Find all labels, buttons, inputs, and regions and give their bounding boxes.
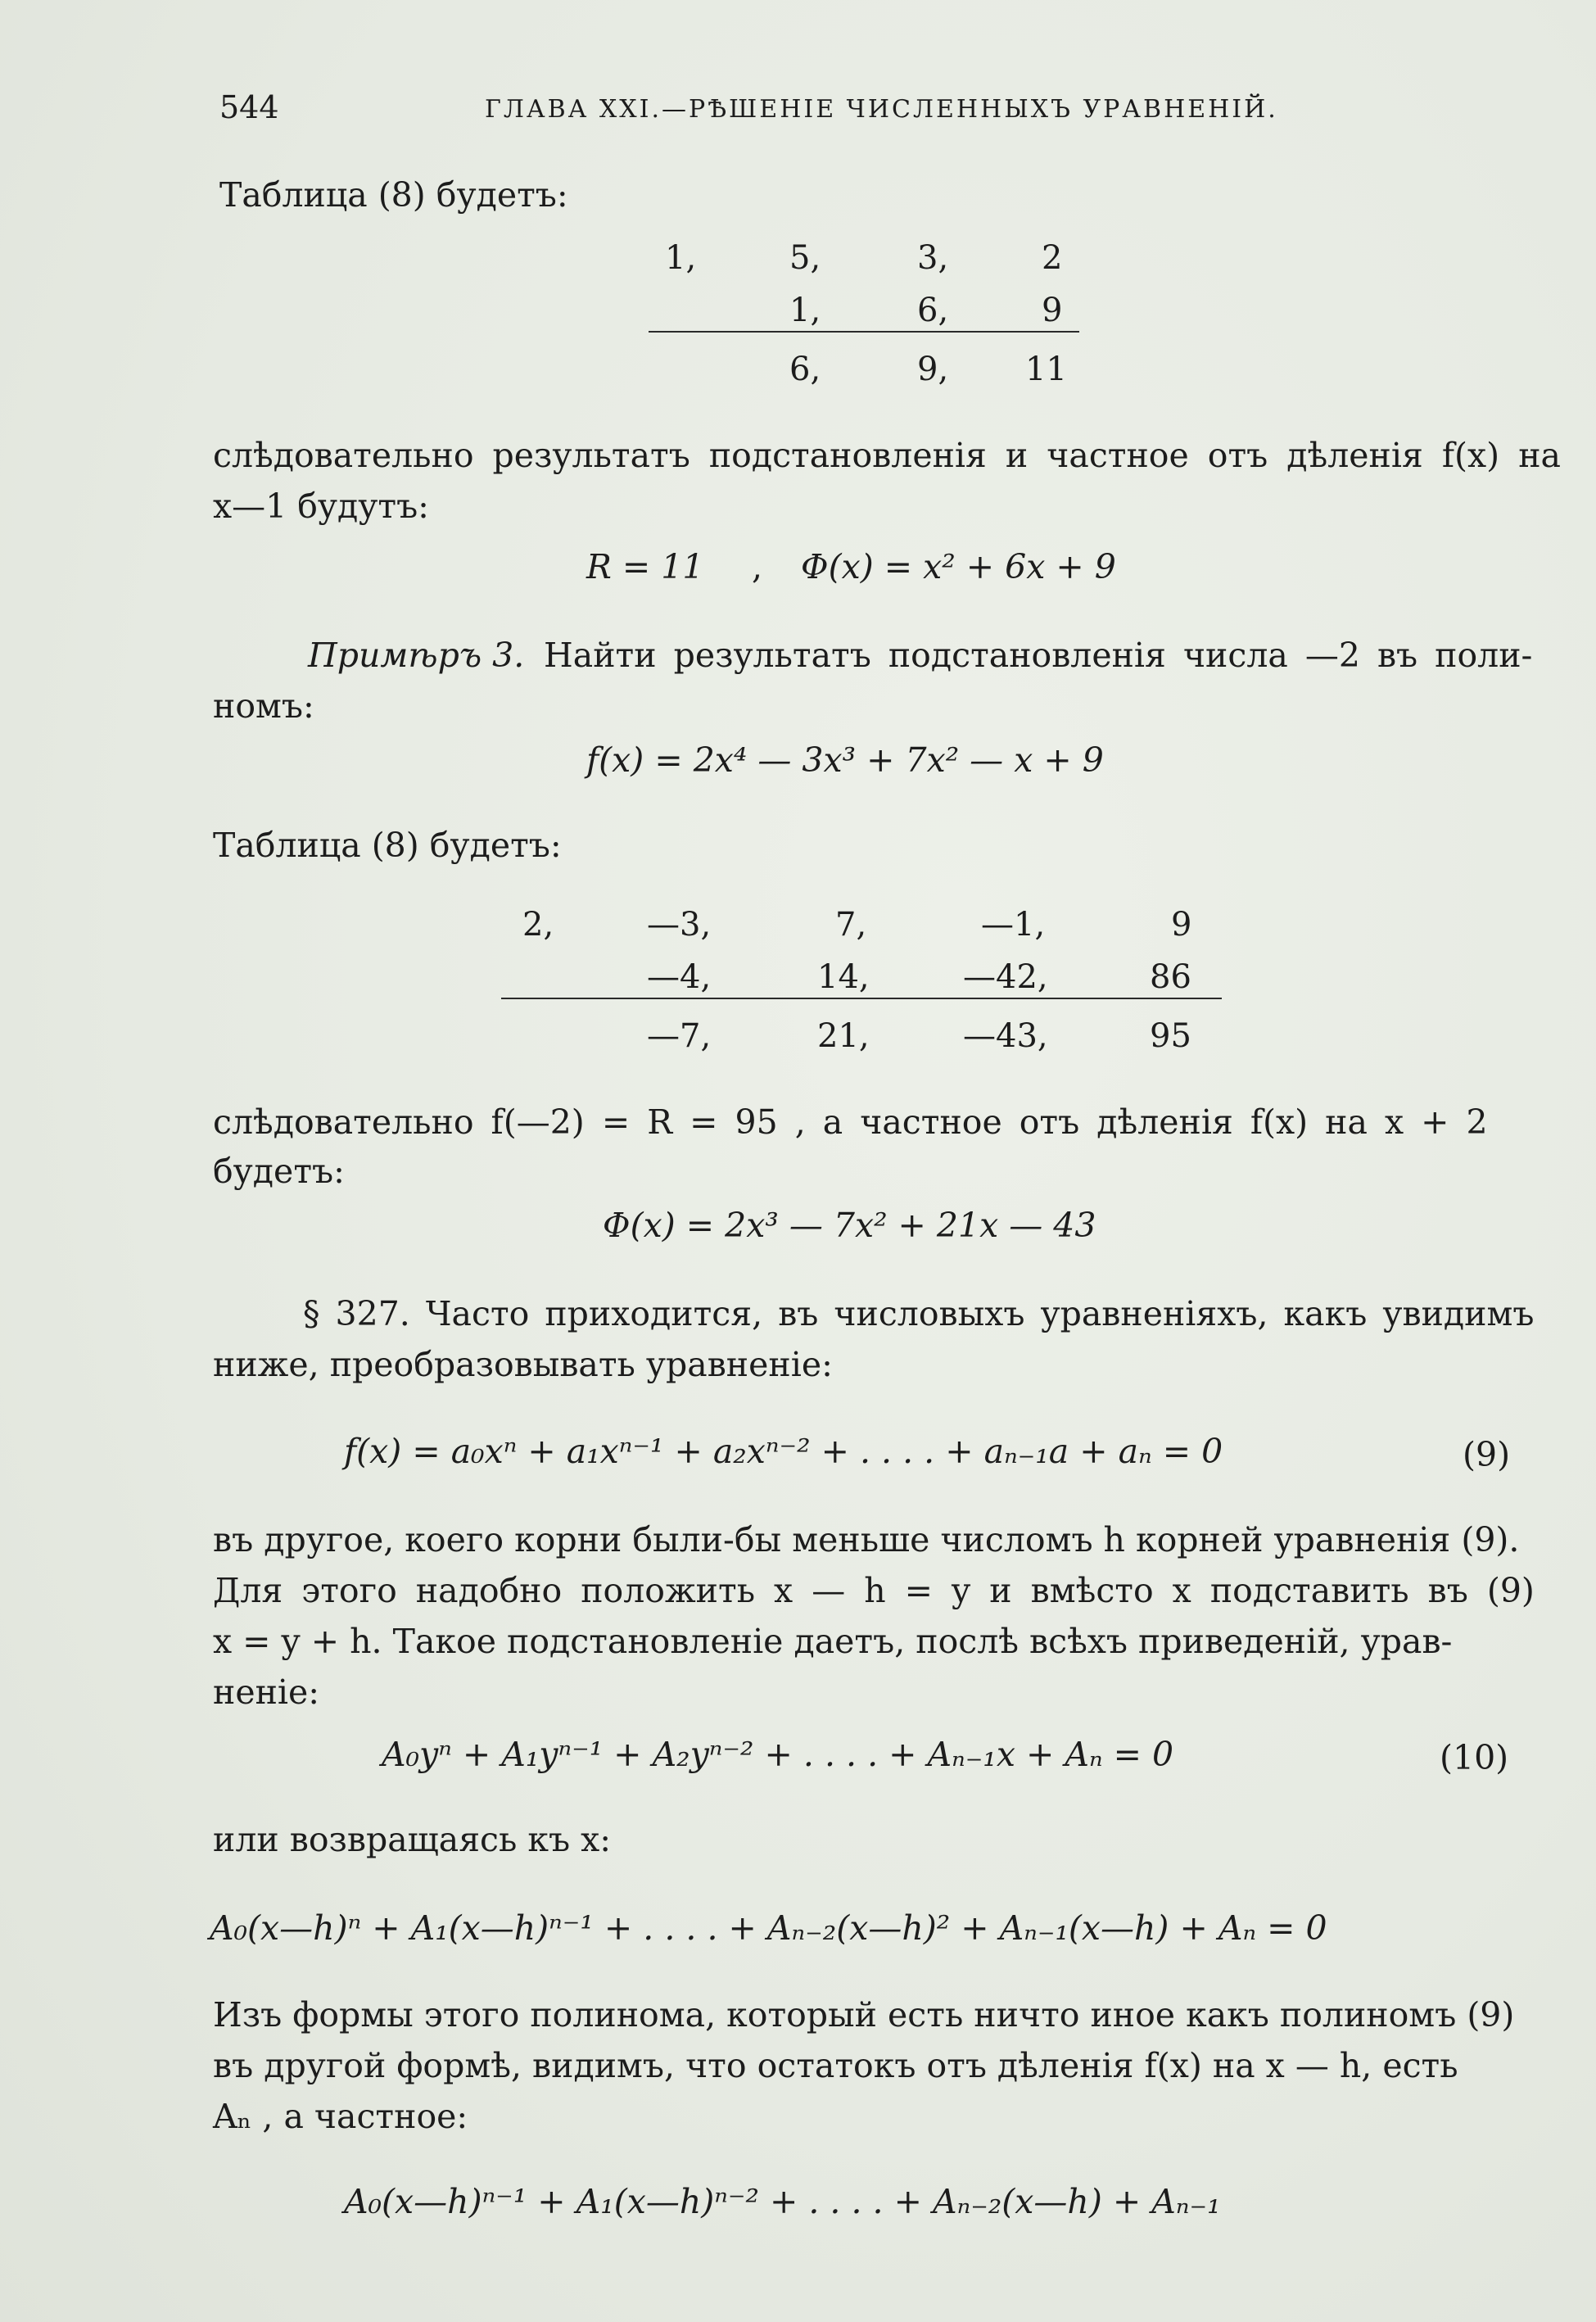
example-label: Примѣръ 3. xyxy=(308,636,525,675)
section-heading-line: § 327. Часто приходится, въ числовыхъ уравненіяхъ, какъ увидимъ xyxy=(303,1294,1535,1333)
table2-r2-c5: 86 xyxy=(1150,958,1191,996)
table2-r3-c5: 95 xyxy=(1150,1017,1191,1055)
paragraph-line: слѣдовательно результатъ подстановленія и частное отъ дѣленія f(x) на xyxy=(213,436,1561,475)
table2-rule xyxy=(501,998,1222,999)
table2-r2-c2: —4, xyxy=(647,958,712,996)
table1-r1-c4: 2 xyxy=(1042,239,1063,277)
table2-r3-c4: —43, xyxy=(963,1017,1048,1055)
equation-10: A₀yⁿ + A₁yⁿ⁻¹ + A₂yⁿ⁻² + . . . . + Aₙ₋₁x + Aₙ = 0 xyxy=(382,1735,1174,1774)
table-intro-2: Таблица (8) будетъ: xyxy=(213,826,562,865)
table2-r2-c3: 14, xyxy=(817,958,870,996)
paragraph-line: Найти результатъ подстановленія числа —2 въ поли- xyxy=(544,636,1533,675)
table2-r2-c4: —42, xyxy=(963,958,1048,996)
paragraph-line: слѣдовательно f(—2) = R = 95 , а частное отъ дѣленія f(x) на x + 2 xyxy=(213,1102,1488,1142)
result-remainder: R = 11 xyxy=(586,547,704,586)
quotient-formula: Φ(x) = 2x³ — 7x² + 21x — 43 xyxy=(603,1206,1096,1245)
paragraph-line: номъ: xyxy=(213,686,314,726)
equation-9-number: (9) xyxy=(1463,1435,1511,1474)
equation-10-number: (10) xyxy=(1440,1738,1509,1777)
table1-r3-c3: 9, xyxy=(917,351,949,388)
table2-r3-c2: —7, xyxy=(647,1017,712,1055)
equation-11: A₀(x—h)ⁿ + A₁(x—h)ⁿ⁻¹ + . . . . + Aₙ₋₂(x—h)² + Aₙ₋₁(x—h) + Aₙ = 0 xyxy=(210,1908,1327,1948)
table1-rule xyxy=(649,331,1079,333)
paragraph-line: ниже, преобразовывать уравненіе: xyxy=(213,1345,833,1384)
result-quotient: Φ(x) = x² + 6x + 9 xyxy=(801,547,1116,586)
equation-9: f(x) = a₀xⁿ + a₁xⁿ⁻¹ + a₂xⁿ⁻² + . . . . + aₙ₋₁a + aₙ = 0 xyxy=(344,1432,1223,1471)
table2-r1-c5: 9 xyxy=(1171,906,1192,944)
table2-r1-c4: —1, xyxy=(981,906,1046,944)
table-intro-1: Таблица (8) будетъ: xyxy=(219,175,568,215)
table1-r1-c1: 1, xyxy=(665,239,697,277)
table2-r3-c3: 21, xyxy=(817,1017,870,1055)
paragraph-line: x—1 будутъ: xyxy=(213,487,429,526)
paragraph-line: Изъ формы этого полинома, который есть ничто иное какъ полиномъ (9) xyxy=(213,1995,1515,2035)
table1-r3-c2: 6, xyxy=(789,351,821,388)
polynomial-formula: f(x) = 2x⁴ — 3x³ + 7x² — x + 9 xyxy=(586,740,1104,780)
table1-r2-c4: 9 xyxy=(1042,292,1063,329)
paragraph-line: x = y + h. Такое подстановленіе даетъ, послѣ всѣхъ приведеній, урав- xyxy=(213,1622,1453,1661)
table1-r1-c2: 5, xyxy=(789,239,821,277)
table1-r1-c3: 3, xyxy=(917,239,949,277)
table1-r3-c4: 11 xyxy=(1025,351,1067,388)
paragraph-line: будетъ: xyxy=(213,1152,345,1191)
equation-12: A₀(x—h)ⁿ⁻¹ + A₁(x—h)ⁿ⁻² + . . . . + Aₙ₋₂(x—h) + Aₙ₋₁ xyxy=(344,2182,1221,2221)
table1-r2-c2: 1, xyxy=(789,292,821,329)
paragraph-line: или возвращаясь къ x: xyxy=(213,1820,612,1859)
table2-r1-c1: 2, xyxy=(522,906,554,944)
paragraph-line: Aₙ , а частное: xyxy=(213,2097,468,2136)
paragraph-line: неніе: xyxy=(213,1672,320,1712)
table1-r2-c3: 6, xyxy=(917,292,949,329)
table2-r1-c3: 7, xyxy=(835,906,867,944)
page-number: 544 xyxy=(219,89,279,125)
paragraph-line: въ другой формѣ, видимъ, что остатокъ отъ дѣленія f(x) на x — h, есть xyxy=(213,2046,1458,2085)
result-separator: , xyxy=(752,547,763,586)
paragraph-line: Для этого надобно положить x — h = y и вмѣсто x подставить въ (9) xyxy=(213,1571,1535,1610)
table2-r1-c2: —3, xyxy=(647,906,712,944)
paragraph-line: въ другое, коего корни были-бы меньше числомъ h корней уравненія (9). xyxy=(213,1520,1520,1559)
running-title: ГЛАВА XXI.—РѢШЕНІЕ ЧИСЛЕННЫХЪ УРАВНЕНІЙ. xyxy=(485,95,1278,124)
